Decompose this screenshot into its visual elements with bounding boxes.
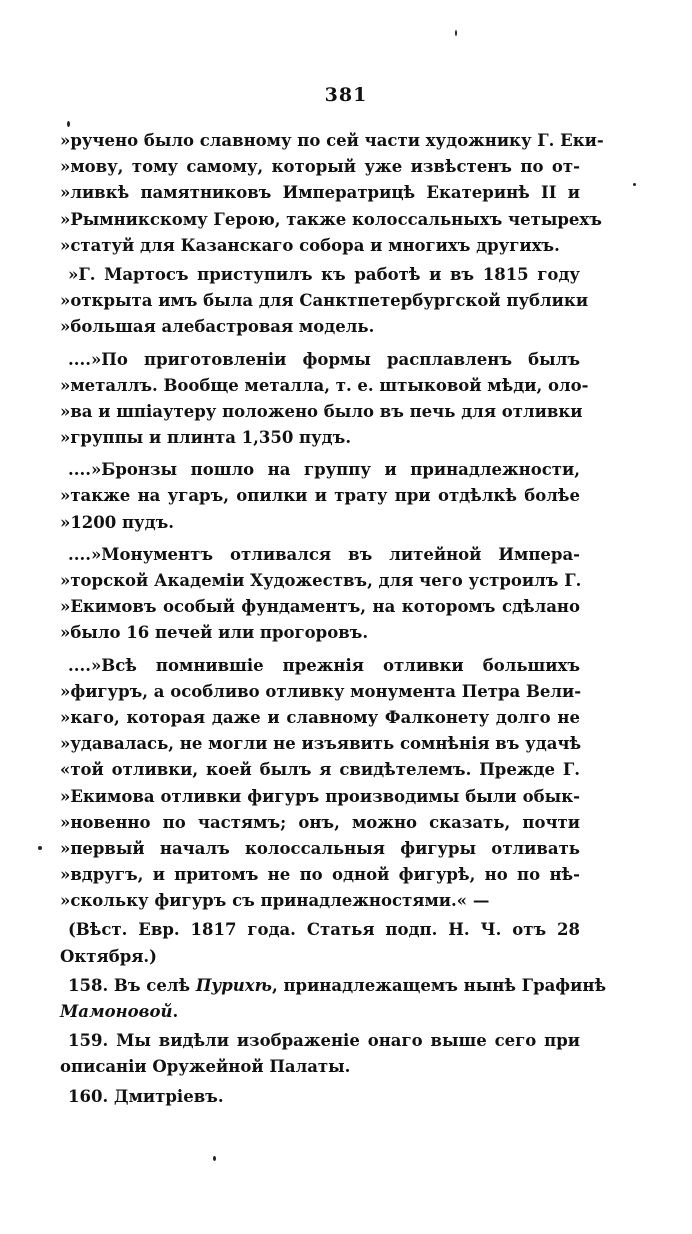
text-line (60, 973, 607, 999)
text-line: »мову, тому самому, который уже извѣстенъ по от- (60, 157, 580, 177)
text-line: (Вѣст. Евр. 1817 года. Статья подп. Н. Ч. отъ 28 (68, 920, 580, 940)
paragraph (60, 128, 604, 259)
text-span: , принадлежащемъ нынѣ Графинѣ (271, 975, 607, 995)
page-number: 381 (324, 84, 368, 106)
citation (60, 917, 580, 969)
paragraph (60, 457, 580, 536)
text-line: »первый началъ колоссальныя фигуры отливать (60, 838, 580, 858)
text-line: »фигуръ, а особливо отливку монумента Петра Вели- (60, 681, 582, 701)
text-line: Октября.) (60, 946, 157, 966)
scan-speck (67, 121, 70, 127)
paragraph (60, 653, 580, 915)
text-line: »ливкѣ памятниковъ Императрицѣ Екатеринѣ II и (60, 183, 580, 203)
text-line: ....»Бронзы пошло на группу и принадлежности, (68, 460, 580, 480)
text-line: «той отливки, коей былъ я свидѣтелемъ. Прежде Г. (60, 760, 580, 780)
paragraph (60, 262, 589, 341)
text-line: »каго, которая даже и славному Фалконету долго не (60, 707, 580, 727)
scan-speck (455, 30, 457, 36)
text-line: »ва и шпіаутеру положено было въ печь для отливки (60, 401, 583, 421)
paragraph (60, 347, 589, 452)
text-line: ....»Всѣ помнившіе прежнія отливки большихъ (68, 655, 580, 675)
text-line: »Екимовъ особый фундаментъ, на которомъ сдѣлано (60, 597, 580, 617)
paragraph (60, 542, 580, 647)
scan-speck (633, 183, 636, 186)
text-line: ....»Монументъ отливался въ литейной Импера- (68, 544, 580, 564)
text-line: »ручено было славному по сей части художнику Г. Еки- (60, 131, 604, 150)
text-line: ....»По приготовленіи формы расплавленъ былъ (68, 349, 580, 369)
text-line: описаніи Оружейной Палаты. (60, 1057, 351, 1077)
text-line: »1200 пудъ. (60, 512, 175, 532)
footnote-160 (60, 1084, 580, 1110)
footnote-159 (60, 1028, 580, 1080)
text-line: »статуй для Казанскаго собора и многихъ другихъ. (60, 235, 560, 255)
text-line: »Екимова отливки фигуръ производимы были обык- (60, 786, 580, 806)
text-span: . (172, 1002, 179, 1021)
person-name: Мамоновой (60, 1002, 173, 1021)
text-line: »большая алебастровая модель. (60, 317, 375, 337)
text-line: 159. Мы видѣли изображеніе онаго выше сего при (68, 1031, 580, 1051)
text-line: »вдругъ, и притомъ не по одной фигурѣ, но по нѣ- (60, 865, 580, 885)
text-line: »скольку фигуръ съ принадлежностями.« — (60, 891, 490, 911)
text-line (60, 999, 580, 1025)
text-line: »металлъ. Вообще металла, т. е. штыковой мѣди, оло- (60, 375, 589, 395)
footnote-158 (60, 973, 607, 1025)
text-line: »также на угаръ, опилки и трату при отдѣлкѣ болѣе (60, 486, 580, 506)
text-line: »группы и плинта 1,350 пудъ. (60, 428, 352, 448)
text-line: »удавалась, не могли не изъявить сомнѣнія въ удачѣ (60, 734, 582, 754)
scan-speck (38, 846, 42, 850)
place-name: Пурихѣ (195, 975, 272, 995)
text-line: »Г. Мартосъ приступилъ къ работѣ и въ 1815 году (68, 264, 580, 284)
text-span: 158. Въ селѣ (68, 975, 196, 995)
text-line: »открыта имъ была для Санктпетербургской публики (60, 291, 589, 311)
text-line: 160. Дмитріевъ. (68, 1086, 224, 1106)
scan-speck (213, 1156, 216, 1161)
text-line: »было 16 печей или прогоровъ. (60, 623, 369, 643)
text-line: »новенно по частямъ; онъ, можно сказать, почти (60, 812, 580, 832)
text-line: »Рымникскому Герою, также колоссальныхъ четырехъ (60, 209, 602, 229)
page-body (60, 128, 607, 1110)
text-line: »торской Академіи Художествъ, для чего устроилъ Г. (60, 571, 582, 590)
